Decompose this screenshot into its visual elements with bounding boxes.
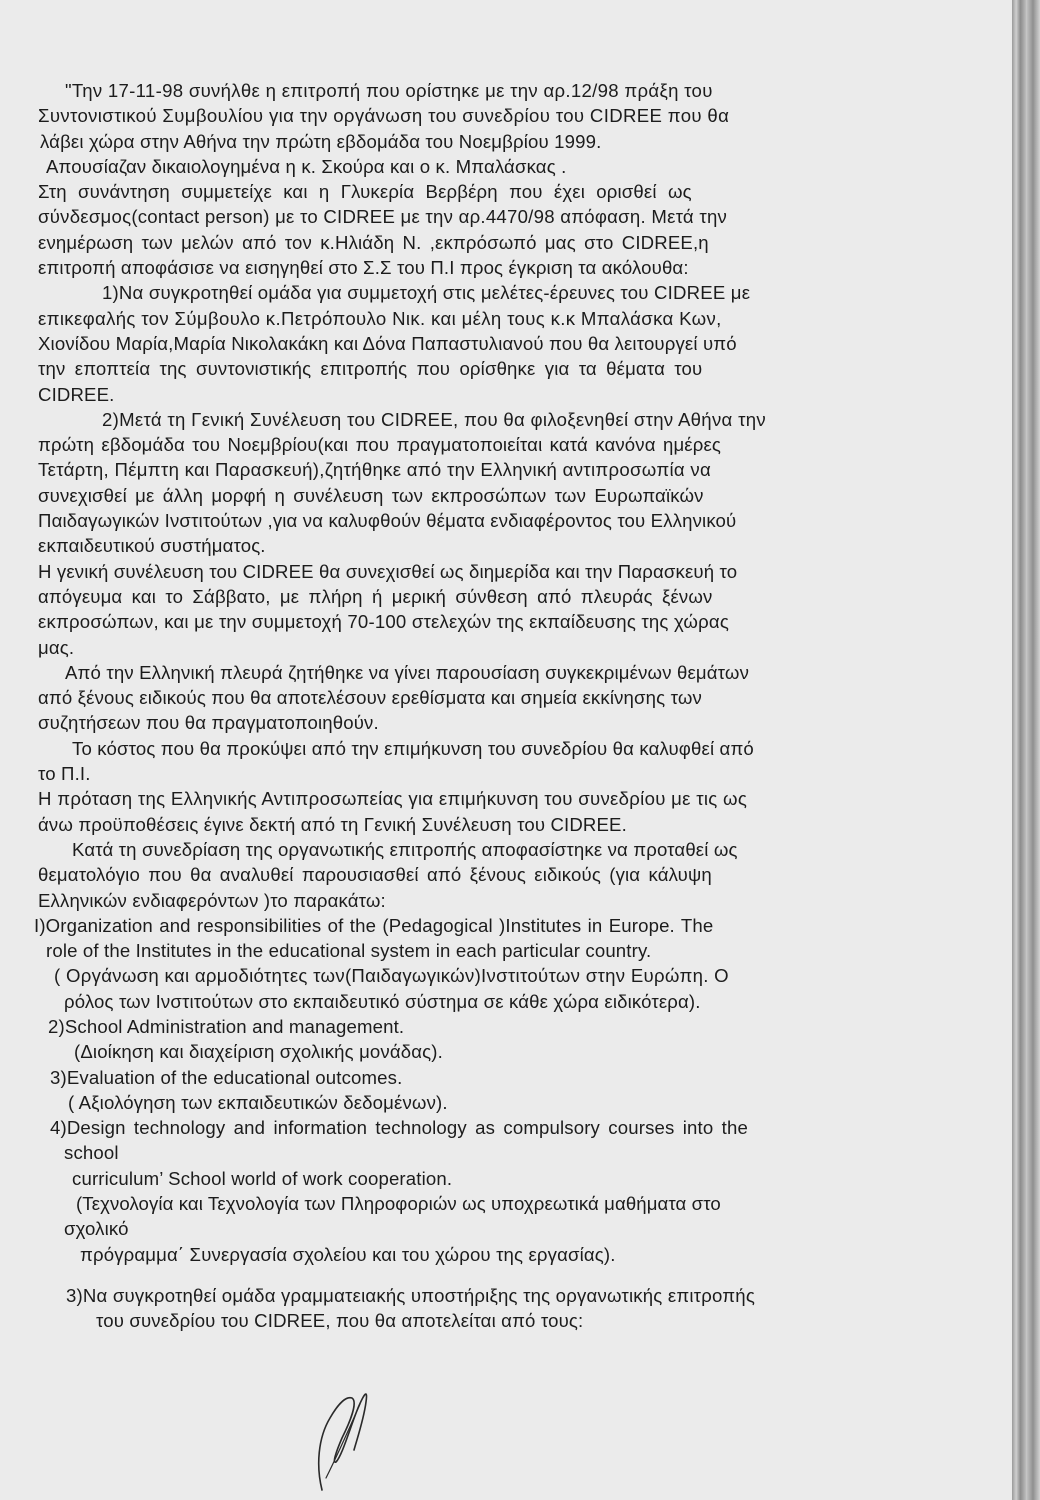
text-line: ( Οργάνωση και αρμοδιότητες των(Παιδαγωγικών)Ινστιτούτων στην Ευρώπη. Ο [54,965,729,987]
page-edge [1012,0,1026,1500]
text-line: Παιδαγωγικών Ινστιτούτων ,για να καλυφθούν θέματα ενδιαφέροντος του Ελληνικού [38,510,737,532]
text-line: 3)Evaluation of the educational outcomes. [50,1066,403,1088]
text-line: ενημέρωση των μελών από τον κ.Ηλιάδη Ν. ,εκπρόσωπό μας στο CIDREE,η [38,231,709,253]
text-line: την εποπτεία της συντονιστικής επιτροπής που ορίσθηκε για τα θέματα του [38,358,703,380]
text-line: εκπαιδευτικού συστήματος. [38,535,266,557]
text-line: από ξένους ειδικούς που θα αποτελέσουν ερεθίσματα και σημεία εκκίνησης των [38,687,702,709]
text-line: Η γενική συνέλευση του CIDREE θα συνεχισθεί ως διημερίδα και την Παρασκευή το [38,560,738,582]
text-line: Απουσίαζαν δικαιολογημένα η κ. Σκούρα και ο κ. Μπαλάσκας . [46,155,567,177]
text-line: Συντονιστικού Συμβουλίου για την οργάνωση του συνεδρίου του CIDREE που θα [38,105,730,127]
text-line: πρόγραμμα΄ Συνεργασία σχολείου και του χώρου της εργασίας). [80,1243,616,1265]
page-edge [1026,0,1040,1500]
text-line: σύνδεσμος(contact person) με το CIDREE με την αρ.4470/98 απόφαση. Μετά την [38,206,728,228]
text-line: άνω προϋποθέσεις έγινε δεκτή από τη Γενική Συνέλευση του CIDREE. [38,813,627,835]
text-line: role of the Institutes in the educational system in each particular country. [46,940,652,962]
text-line: CIDREE. [38,383,115,405]
text-line: θεματολόγιο που θα αναλυθεί παρουσιασθεί από ξένους ειδικούς (για κάλυψη [38,864,712,886]
text-line: 4)Design technology and information technology as compulsory courses into the [50,1117,748,1139]
text-line: Η πρόταση της Ελληνικής Αντιπροσωπείας για επιμήκυνση του συνεδρίου με τις ως [38,788,748,810]
text-line: Το κόστος που θα προκύψει από την επιμήκυνση του συνεδρίου θα καλυφθεί από [72,737,754,759]
text-line: εκπροσώπων, και με την συμμετοχή 70-100 στελεχών της εκπαίδευσης της χώρας [38,611,730,633]
text-line: Από την Ελληνική πλευρά ζητήθηκε να γίνει παρουσίαση συγκεκριμένων θεμάτων [65,661,750,683]
blank-line [30,1267,910,1283]
text-line: του συνεδρίου του CIDREE, που θα αποτελείται από τους: [96,1310,584,1332]
text-line: 2)Μετά τη Γενική Συνέλευση του CIDREE, που θα φιλοξενηθεί στην Αθήνα την [102,408,766,430]
text-line: λάβει χώρα στην Αθήνα την πρώτη εβδομάδα του Νοεμβρίου 1999. [40,130,602,152]
text-line: Κατά τη συνεδρίαση της οργανωτικής επιτροπής αποφασίστηκε να προταθεί ως [72,838,738,860]
text-line: το Π.Ι. [38,763,91,785]
text-line: συζητήσεων που θα πραγματοποιηθούν. [38,712,379,734]
text-line: Ελληνικών ενδιαφερόντων )το παρακάτω: [38,889,386,911]
text-line: πρώτη εβδομάδα του Νοεμβρίου(και που πραγματοποιείται κατά κανόνα ημέρες [38,434,722,456]
text-line: απόγευμα και το Σάββατο, με πλήρη ή μερική σύνθεση από πλευράς ξένων [38,585,713,607]
document-body [30,78,910,1334]
text-line: school [64,1142,119,1164]
text-line: επικεφαλής τον Σύμβουλο κ.Πετρόπουλο Νικ. και μέλη τους κ.κ Μπαλάσκα Κων, [38,307,722,329]
text-line: curriculum’ School world of work cooperation. [72,1167,453,1189]
text-line: ρόλος των Ινστιτούτων στο εκπαιδευτικό σύστημα σε κάθε χώρα ειδικότερα). [64,990,701,1012]
text-line: I)Organization and responsibilities of the (Pedagogical )Institutes in Europe. The [34,914,714,936]
text-line: 3)Να συγκροτηθεί ομάδα γραμματειακής υποστήριξης της οργανωτικής επιτροπής [66,1284,756,1306]
text-line: επιτροπή αποφάσισε να εισηγηθεί στο Σ.Σ του Π.Ι προς έγκριση τα ακόλουθα: [38,257,689,279]
text-line: Τετάρτη, Πέμπτη και Παρασκευή),ζητήθηκε από την Ελληνική αντιπροσωπία να [38,459,712,481]
text-line: 2)School Administration and management. [48,1015,405,1037]
text-line: "Την 17-11-98 συνήλθε η επιτροπή που ορίστηκε με την αρ.12/98 πράξη του [65,80,713,101]
handwritten-signature [308,1378,378,1494]
text-line: σχολικό [64,1218,129,1240]
text-line: συνεχισθεί με άλλη μορφή η συνέλευση των εκπροσώπων των Ευρωπαϊκών [38,484,704,506]
text-line: Στη συνάντηση συμμετείχε και η Γλυκερία Βερβέρη που έχει ορισθεί ως [38,181,692,203]
text-line: μας. [38,636,75,658]
text-line: 1)Να συγκροτηθεί ομάδα για συμμετοχή στις μελέτες-έρευνες του CIDREE με [102,282,751,304]
text-line: ( Αξιολόγηση των εκπαιδευτικών δεδομένων). [68,1091,448,1113]
text-line: Χιονίδου Μαρία,Μαρία Νικολακάκη και Δόνα Παπαστυλιανού που θα λειτουργεί υπό [38,332,737,354]
text-line: (Διοίκηση και διαχείριση σχολικής μονάδας). [74,1041,443,1063]
text-line: (Τεχνολογία και Τεχνολογία των Πληροφοριών ως υποχρεωτικά μαθήματα στο [76,1193,721,1215]
